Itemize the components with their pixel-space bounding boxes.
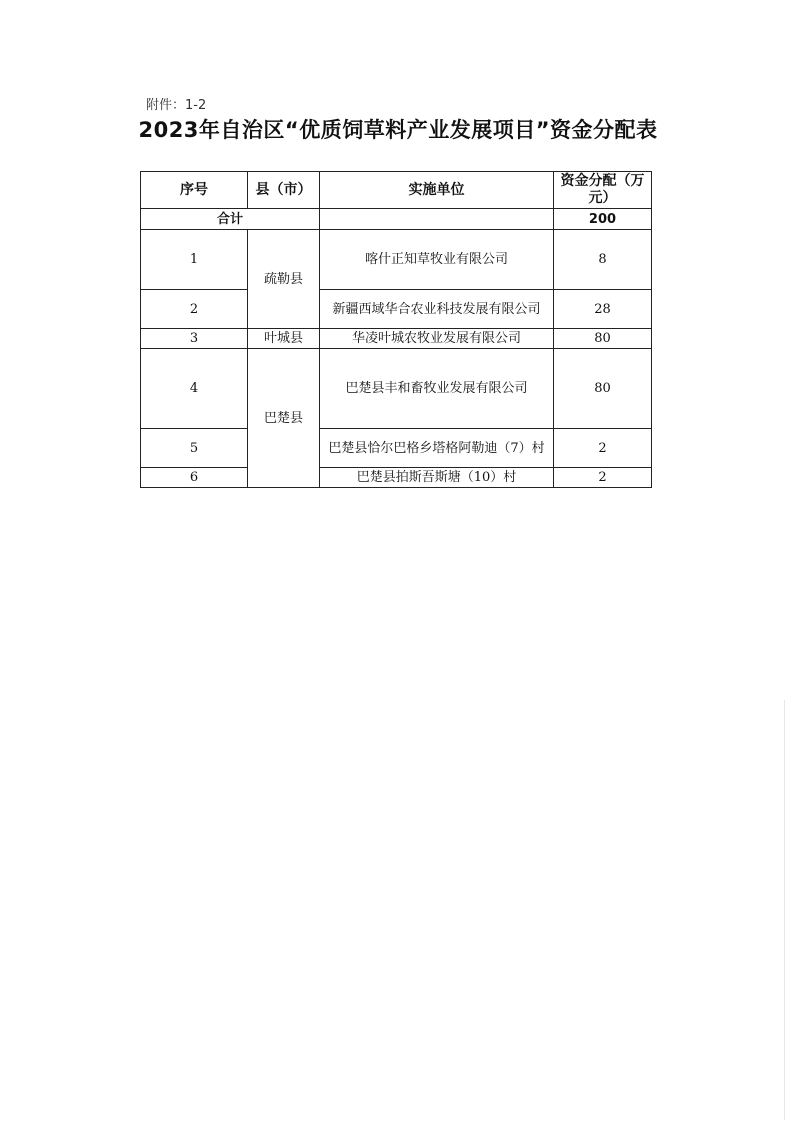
row-county: 疏勒县 xyxy=(248,230,320,329)
row-seq: 4 xyxy=(141,349,248,429)
row-seq: 1 xyxy=(141,230,248,290)
row-funds: 2 xyxy=(554,468,652,488)
header-unit: 实施单位 xyxy=(320,172,554,209)
table-row xyxy=(141,290,652,329)
header-seq: 序号 xyxy=(141,172,248,209)
attachment-label: 附件：1-2 xyxy=(146,98,207,113)
table-row xyxy=(141,349,652,429)
row-seq: 5 xyxy=(141,429,248,468)
table-row xyxy=(141,230,652,290)
row-funds: 80 xyxy=(554,349,652,429)
row-funds: 2 xyxy=(554,429,652,468)
row-funds: 8 xyxy=(554,230,652,290)
row-funds: 80 xyxy=(554,329,652,349)
table-total-row xyxy=(141,209,652,230)
row-unit: 巴楚县拍斯吾斯塘（10）村 xyxy=(320,468,554,488)
total-funds: 200 xyxy=(554,209,652,230)
page-title: 2023年自治区“优质饲草料产业发展项目”资金分配表 xyxy=(138,118,658,142)
total-label: 合计 xyxy=(141,209,320,230)
header-county: 县（市） xyxy=(248,172,320,209)
table-header-row xyxy=(141,172,652,209)
row-county: 巴楚县 xyxy=(248,349,320,488)
row-unit: 巴楚县丰和畜牧业发展有限公司 xyxy=(320,349,554,429)
row-unit: 新疆西域华合农业科技发展有限公司 xyxy=(320,290,554,329)
row-seq: 3 xyxy=(141,329,248,349)
table-row xyxy=(141,329,652,349)
row-unit: 华凌叶城农牧业发展有限公司 xyxy=(320,329,554,349)
header-funds: 资金分配（万元） xyxy=(554,172,652,209)
row-seq: 6 xyxy=(141,468,248,488)
row-unit: 巴楚县恰尔巴格乡塔格阿勒迪（7）村 xyxy=(320,429,554,468)
table-row xyxy=(141,429,652,468)
row-funds: 28 xyxy=(554,290,652,329)
total-unit xyxy=(320,209,554,230)
scan-edge-line xyxy=(784,700,785,1120)
row-unit: 喀什正知草牧业有限公司 xyxy=(320,230,554,290)
table-row xyxy=(141,468,652,488)
row-county: 叶城县 xyxy=(248,329,320,349)
row-seq: 2 xyxy=(141,290,248,329)
fund-allocation-table xyxy=(140,171,652,488)
